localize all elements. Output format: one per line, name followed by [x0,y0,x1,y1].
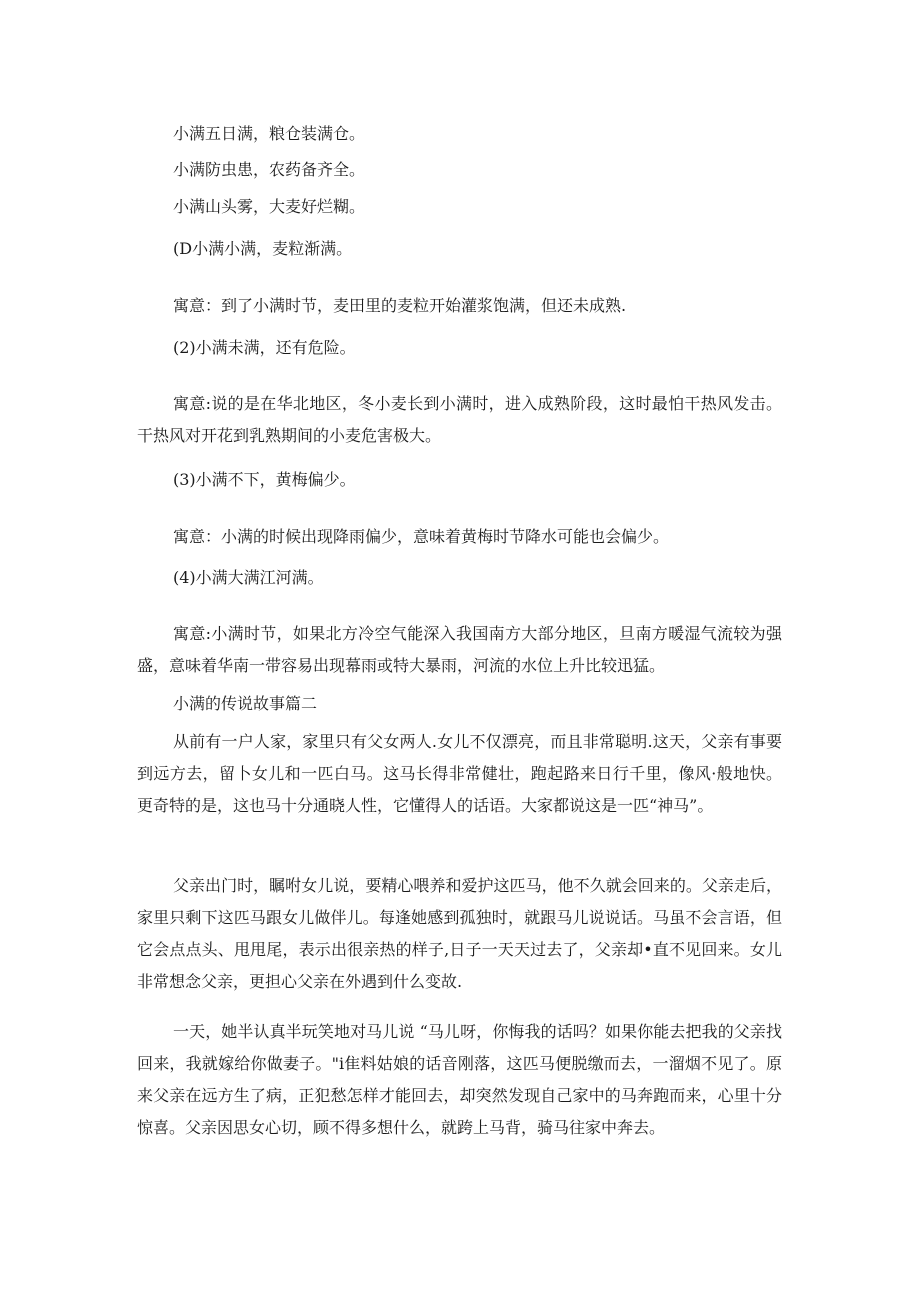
proverb-line-2: 小满防虫患，农药备齐全。 [173,160,366,179]
story-paragraph-1: 从前有一户人家，家里只有父女两人.女儿不仅漂亮，而且非常聪明.这天，父亲有事要到远方去，留卜女儿和一匹白马。这马长得非常健壮，跑起路来日行千里，像风·般地快。更奇特的是，这也马十分通晓人性，它懂得人的话语。大家都说这是一匹“神马”。 [137,732,782,815]
proverb-line-5: (2)小满未满，还有危险。 [173,338,356,357]
proverb-line-6: (3)小满不下，黄梅偏少。 [173,470,356,489]
meaning-1: 寓意：到了小满时节，麦田里的麦粒开始灌浆饱满，但还未成熟. [173,296,627,315]
proverb-line-3: 小满山头雾，大麦好烂糊。 [173,197,366,216]
story-paragraph-3: 一天，她半认真半玩笑地对马儿说 “马儿呀，你悔我的话吗？如果你能去把我的父亲找回来，我就嫁给你做妻子。"i隹料姑娘的话音刚落，这匹马便脱缴而去，一溜烟不见了。原来父亲在远方生了病，正犯愁怎样才能回去，却突然发现自己家中的马奔跑而来，心里十分惊喜。父亲因思女心切，顾不得多想什么，就跨上马背，骑马往家中奔去。 [137,1022,782,1137]
section-heading: 小满的传说故事篇二 [173,694,318,713]
meaning-4: 寓意:小满时节，如果北方冷空气能深入我国南方大部分地区，旦南方暖湿气流较为强盛，意味着华南一带容易出现幕雨或特大暴雨，河流的水位上升比较迅猛。 [137,624,782,675]
story-paragraph-2: 父亲出门时，瞩咐女儿说，要精心喂养和爱护这匹马，他不久就会回来的。父亲走后，家里只剩下这匹马跟女儿做伴儿。每逢她感到孤独时，就跟马儿说说话。马虽不会言语，但它会点点头、甩甩尾，表示出很亲热的样子,日子一天天过去了，父亲却•直不见回来。女儿非常想念父亲，更担心父亲在外遇到什么变故. [137,876,782,991]
proverb-line-7: (4)小满大满江河满。 [173,568,324,587]
meaning-3: 寓意：小满的时候出现降雨偏少，意味着黄梅时节降水可能也会偏少。 [173,527,670,546]
proverb-line-1: 小满五日满，粮仓装满仓。 [173,124,366,143]
meaning-2: 寓意:说的是在华北地区，冬小麦长到小满时，进入成熟阶段，这时最怕干热风发击。干热风对开花到乳熟期间的小麦危害极大。 [137,394,782,445]
proverb-line-4: (D小满小满，麦粒渐满。 [173,239,353,258]
